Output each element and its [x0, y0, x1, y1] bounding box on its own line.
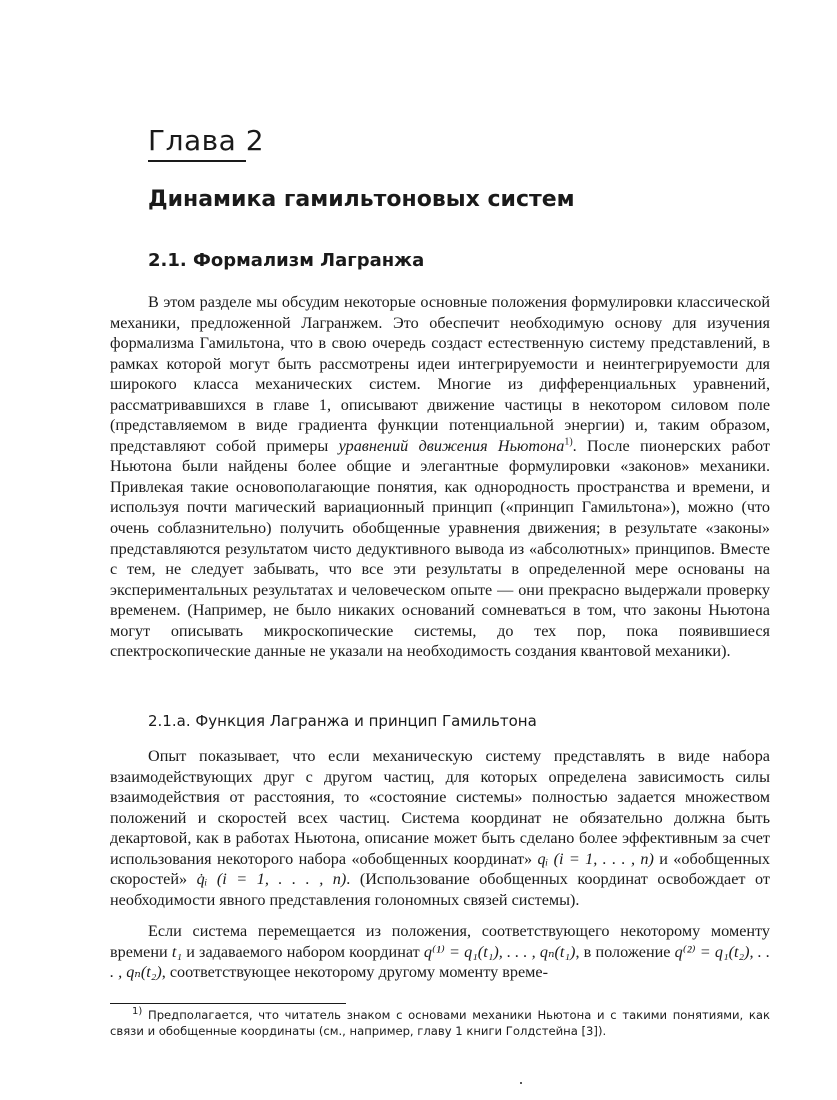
paragraph-lagrange-text-c: . (Использование обобщенных координат освобождает от необходимости явного представления голономных связей системы). [110, 870, 770, 909]
page-speck [520, 1082, 522, 1084]
paragraph-motion [110, 921, 770, 983]
paragraph-lagrange [110, 746, 770, 910]
paragraph-intro [110, 292, 770, 662]
math-time-t1: t₁ [171, 942, 183, 961]
footnote-mark: 1) [132, 1006, 143, 1018]
footnote-text: Предполагается, что читатель знаком с основами механики Ньютона и с такими понятиями, как связи и обобщенные координаты (см., например, главу 1 книги Голдстейна [3]). [110, 1008, 770, 1038]
section-title: 2.1. Формализм Лагранжа [148, 250, 425, 271]
math-generalized-velocities: q̇ᵢ (i = 1, . . . , n) [196, 870, 347, 889]
footnote-reference: 1) [564, 436, 573, 448]
paragraph-motion-text-a: Если система перемещается из положения, соответствующего некоторому моменту времени [110, 922, 770, 961]
chapter-label: Глава 2 [148, 124, 265, 157]
newton-equations-term: уравнений движения Ньютона [338, 436, 565, 455]
paragraph-motion-text-d: , соответствующее некоторому другому моменту време- [161, 963, 548, 982]
paragraph-lagrange-text-b: и «обобщенных скоростей» [110, 849, 770, 889]
paragraph-motion-text-b: и задаваемого набором координат [182, 942, 424, 961]
math-generalized-coordinates: qᵢ (i = 1, . . . , n) [537, 849, 654, 868]
chapter-underline [148, 160, 246, 162]
subsection-title: 2.1.a. Функция Лагранжа и принцип Гамильтона [148, 712, 537, 730]
paragraph-lagrange-text-a: Опыт показывает, что если механическую систему представлять в виде набора взаимодействующих друг с другом частиц, для которых определена зависимость силы взаимодействия от расстояния, то «состояние системы» полностью задается множеством положений и скоростей всех частиц. Система координат не обязательно должна быть декартовой, как в работах Ньютона, описание может быть сделано более эффективным за счет использования некоторого набора «обобщенных координат» [110, 747, 770, 868]
math-position-q1: q⁽¹⁾ = q₁(t₁), . . . , qₙ(t₁) [423, 942, 576, 961]
math-position-q2: q⁽²⁾ = q₁(t₂), . . . , qₙ(t₂) [110, 942, 771, 982]
footnote [110, 1007, 770, 1039]
footnote-divider [110, 1003, 346, 1004]
chapter-title: Динамика гамильтоновых систем [148, 187, 575, 212]
paragraph-intro-text-a: В этом разделе мы обсудим некоторые основные положения формулировки классической механики, предложенной Лагранжем. Это обеспечит необходимую основу для изучения формализма Гамильтона, что в свою очередь создаст естественную систему представлений, в рамках которой могут быть рассмотрены идеи интегрируемости и неинтегрируемости для широкого класса механических систем. Многие из дифференциальных уравнений, рассматривавшихся в главе 1, описывают движение частицы в некотором силовом поле (представляемом в виде градиента функции потенциальной энергии) и, таким образом, представляют собой примеры [110, 293, 770, 455]
paragraph-intro-text-b: . После пионерских работ Ньютона были найдены более общие и элегантные формулировки «законов» механики. Привлекая такие основополагающие понятия, как однородность пространства и времени, и используя почти магический вариационный принцип («принцип Гамильтона»), можно (что очень соблазнительно) получить обобщенные уравнения движения; в результате «законы» представляются результатом чисто дедуктивного вывода из «абсолютных» принципов. Вместе с тем, не следует забывать, что все эти результаты в определенной мере основаны на экспериментальных результатах и человеческом опыте — они прекрасно выдержали проверку временем. (Например, не было никаких оснований сомневаться в том, что законы Ньютона могут описывать микроскопические системы, до тех пор, пока появившиеся спектроскопические данные не указали на необходимость создания квантовой механики). [110, 436, 770, 661]
paragraph-motion-text-c: , в положение [575, 942, 675, 961]
